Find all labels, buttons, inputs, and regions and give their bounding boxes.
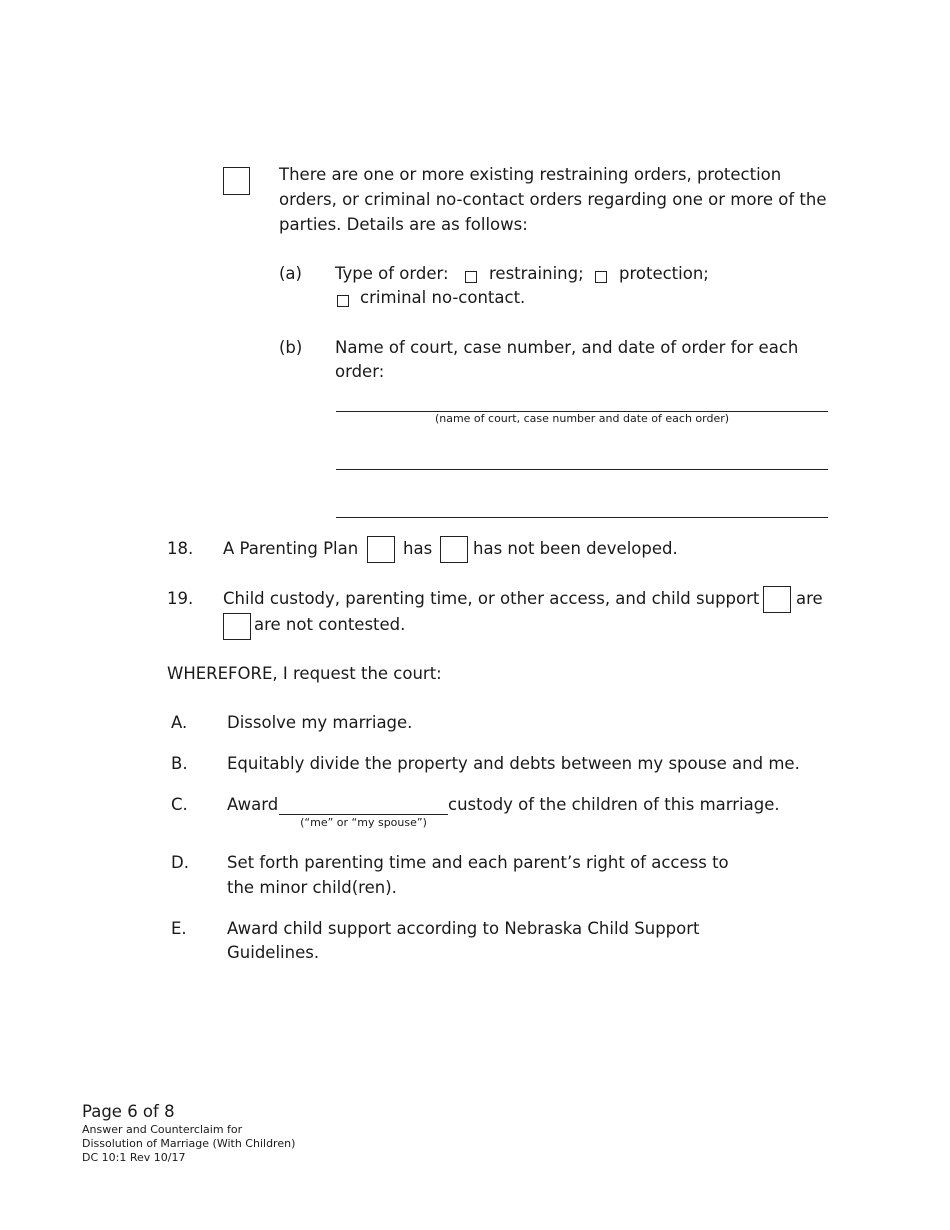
parenting-plan-has-not-checkbox[interactable] — [440, 536, 468, 563]
item-18-prefix: A Parenting Plan — [223, 539, 359, 558]
court-details-line-1: Name of court, case number, and date of order for each — [335, 338, 799, 357]
restraining-text-line-2: orders, or criminal no-contact orders regarding one or more of the — [279, 190, 827, 209]
footer-page-number: Page 6 of 8 — [82, 1102, 175, 1121]
criminal-no-contact-checkbox[interactable] — [337, 295, 349, 307]
request-c-before: Award — [227, 795, 279, 814]
request-d-text-line-1: Set forth parenting time and each parent’s right of access to — [227, 853, 729, 872]
request-d-letter: D. — [171, 853, 189, 872]
custody-are-label: are — [796, 589, 823, 608]
parenting-plan-has-checkbox[interactable] — [367, 536, 395, 563]
type-of-order-label: Type of order: — [335, 264, 449, 283]
restraining-text-line-3: parties. Details are as follows: — [279, 215, 528, 234]
request-e-letter: E. — [171, 919, 187, 938]
custody-award-fill-line[interactable] — [279, 814, 448, 815]
request-b-letter: B. — [171, 754, 188, 773]
custody-are-not-label: are not contested. — [254, 615, 406, 634]
item-18-number: 18. — [167, 539, 194, 558]
protection-type-checkbox[interactable] — [595, 271, 607, 283]
custody-award-caption: (“me” or “my spouse”) — [300, 816, 427, 829]
criminal-no-contact-label: criminal no-contact. — [360, 288, 526, 307]
item-19-text: Child custody, parenting time, or other access, and child support — [223, 589, 760, 608]
custody-are-not-contested-checkbox[interactable] — [223, 613, 251, 640]
sub-item-b-marker: (b) — [279, 338, 303, 357]
request-e-text-line-1: Award child support according to Nebraska Child Support — [227, 919, 700, 938]
request-b-text: Equitably divide the property and debts between my spouse and me. — [227, 754, 800, 773]
court-details-line-2: order: — [335, 362, 385, 381]
protection-type-label: protection; — [619, 264, 709, 283]
sub-item-a-marker: (a) — [279, 264, 302, 283]
parenting-plan-has-label: has — [403, 539, 433, 558]
restraining-type-label: restraining; — [489, 264, 584, 283]
footer-title-line-2: Dissolution of Marriage (With Children) — [82, 1137, 296, 1150]
wherefore-heading: WHEREFORE, I request the court: — [167, 664, 442, 683]
item-19-number: 19. — [167, 589, 194, 608]
court-details-fill-line-3[interactable] — [336, 517, 828, 518]
court-details-caption: (name of court, case number and date of each order) — [434, 412, 730, 425]
request-a-letter: A. — [171, 713, 188, 732]
footer-title-line-1: Answer and Counterclaim for — [82, 1123, 243, 1136]
parenting-plan-has-not-label: has not been developed. — [473, 539, 678, 558]
request-e-text-line-2: Guidelines. — [227, 943, 320, 962]
request-c-after: custody of the children of this marriage. — [448, 795, 780, 814]
restraining-orders-checkbox[interactable] — [223, 167, 250, 195]
request-c-letter: C. — [171, 795, 188, 814]
request-a-text: Dissolve my marriage. — [227, 713, 413, 732]
restraining-type-checkbox[interactable] — [465, 271, 477, 283]
custody-are-contested-checkbox[interactable] — [763, 586, 791, 613]
court-details-fill-line-2[interactable] — [336, 469, 828, 470]
footer-form-id: DC 10:1 Rev 10/17 — [82, 1151, 186, 1164]
restraining-text-line-1: There are one or more existing restraining orders, protection — [279, 165, 782, 184]
request-d-text-line-2: the minor child(ren). — [227, 878, 397, 897]
